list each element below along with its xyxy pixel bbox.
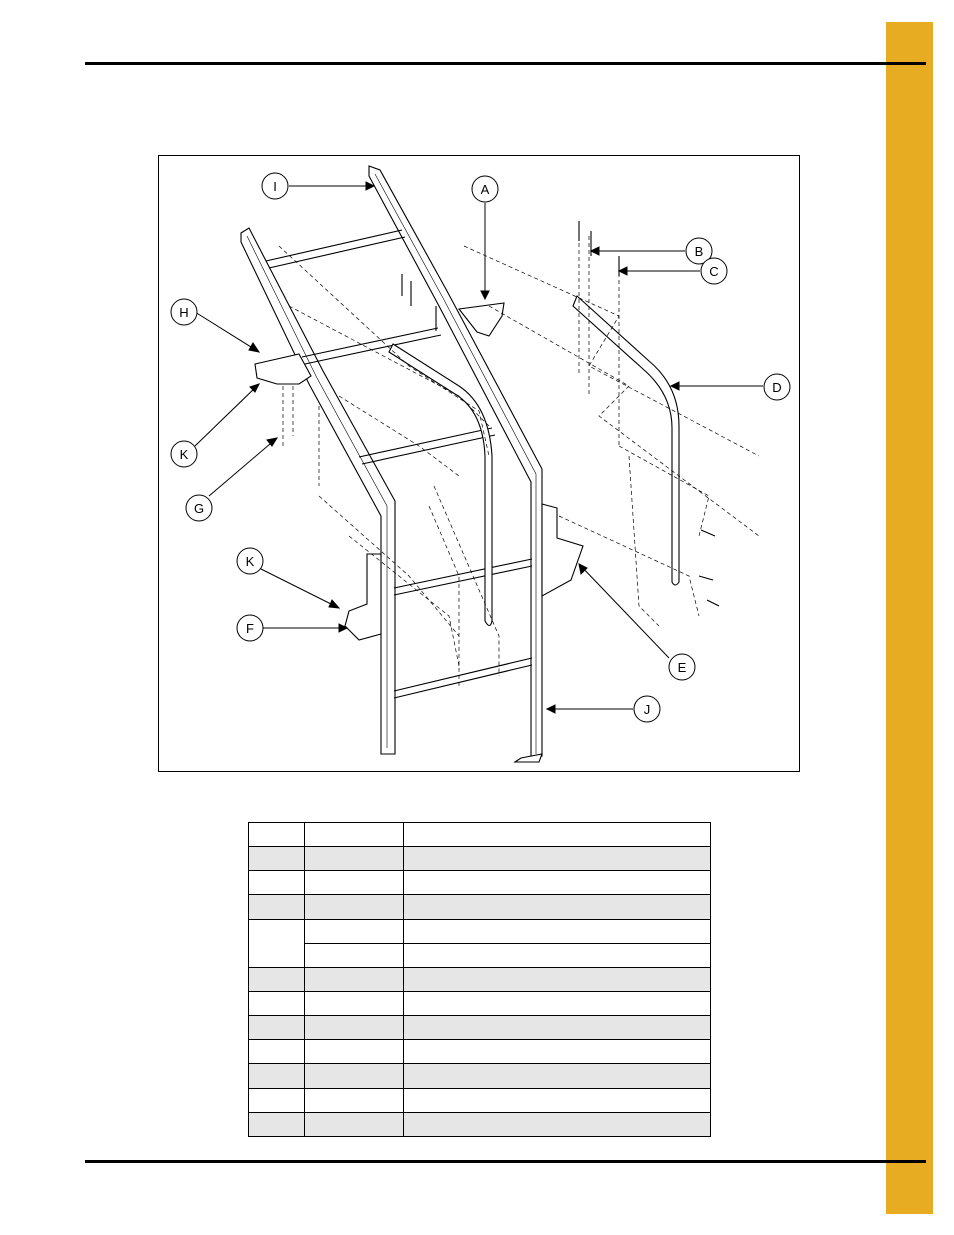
table-row	[249, 1112, 711, 1136]
callout-label: H	[179, 305, 189, 320]
table-header-row	[249, 823, 711, 847]
callout-label: I	[273, 179, 277, 194]
ladder-assembly-diagram	[158, 155, 800, 772]
table-row	[249, 895, 711, 919]
callout-label: G	[193, 501, 205, 516]
table-row	[249, 847, 711, 871]
callout-label: A	[480, 182, 490, 197]
table-row	[249, 991, 711, 1015]
parts-table	[248, 822, 711, 1137]
callout-label: F	[246, 621, 254, 636]
table-row	[249, 1088, 711, 1112]
table-row	[249, 967, 711, 991]
callout-label: C	[709, 264, 719, 279]
callout-label: B	[694, 244, 704, 259]
exploded-view-drawing	[159, 156, 801, 773]
callout-label: E	[677, 660, 687, 675]
footer-rule	[85, 1160, 926, 1163]
table-row	[249, 943, 711, 967]
header-rule	[85, 62, 926, 65]
callout-label: K	[245, 554, 255, 569]
chapter-tab	[886, 22, 933, 1214]
table-row	[249, 919, 711, 943]
table-row	[249, 1016, 711, 1040]
callout-label: D	[772, 380, 782, 395]
table-row	[249, 1040, 711, 1064]
table-row	[249, 1064, 711, 1088]
callout-label: J	[643, 702, 651, 717]
callout-label: K	[179, 447, 189, 462]
table-row	[249, 871, 711, 895]
